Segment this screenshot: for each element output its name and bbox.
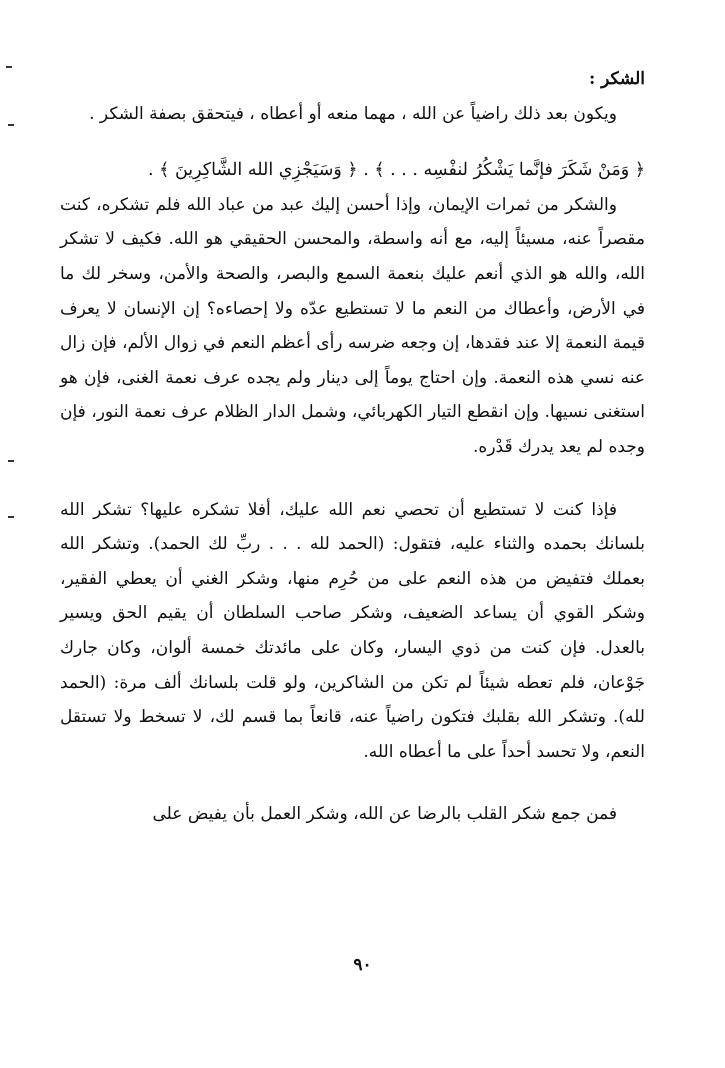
page-number: ٩٠ (353, 955, 372, 975)
paragraph-1: ويكون بعد ذلك راضياً عن الله ، مهما منعه أو أعطاه ، فيتحقق بصفة الشكر . (89, 103, 617, 124)
margin-mark-4 (8, 516, 14, 518)
margin-mark-1 (6, 66, 12, 68)
margin-mark-3 (8, 460, 14, 462)
paragraph-4: فمن جمع شكر القلب بالرضا عن الله، وشكر العمل بأن يفيض على (152, 804, 617, 825)
paragraph-3: فإذا كنت لا تستطيع أن تحصي نعم الله عليك، أفلا تشكره عليها؟ تشكر الله بلسانك بحمده والثناء عليه، فتقول: (الحمد لله . . . ربِّ لك الحمد). وتشكر الله بعملك فتفيض من هذه النعم على من حُرِم منها، وشكر الغني أن يعطي الفقير، وشكر القوي أن يساعد الضعيف، وشكر صاحب السلطان أن يقيم الحق ويسير بالعدل. فإن كنت من ذوي اليسار، وكان على مائدتك خمسة ألوان، وكان جارك جَوْعان، فلم تعطه شيئاً لم تكن من الشاكرين، ولو قلت بلسانك ألف مرة: (الحمد لله). وتشكر الله بقلبك فتكون راضياً عنه، قانعاً بما قسم لك، لا تسخط ولا تستقل النعم، ولا تحسد أحداً على ما أعطاه الله. (60, 499, 645, 762)
page-body (60, 60, 645, 832)
section-heading: الشكر : (588, 69, 645, 89)
paragraph-2: والشكر من ثمرات الإيمان، وإذا أحسن إليك عبد من عباد الله فلم تشكره، كنت مقصراً عنه، مسيئاً إليه، مع أنه واسطة، والمحسن الحقيقي هو الله. فكيف لا تشكر الله، والله هو الذي أنعم عليك بنعمة السمع والبصر، والصحة والأمن، وسخر لك ما في الأرض، وأعطاك من النعم ما لا تستطيع عدّه ولا إحصاءه؟ إن الإنسان لا يعرف قيمة النعمة إلا عند فقدها، إن وجعه ضرسه رأى أعظم النعم في زوال الألم، فإن زال عنه نسي هذه النعمة. وإن احتاج يوماً إلى دينار ولم يجده عرف نعمة الغنى، فإن هو استغنى نسيها. وإن انقطع التيار الكهربائي، وشمل الدار الظلام عرف نعمة النور، فإن وجده لم يعد يدرك قَدْره. (60, 194, 645, 457)
margin-mark-2 (8, 124, 14, 126)
quran-verse: ﴿ وَمَنْ شَكَرَ فإنَّما يَشْكُرُ لنفْسِه . . . ﴾ . ﴿ وَسَيَجْزِي الله الشَّاكِرِينَ ﴾ . (148, 160, 645, 181)
